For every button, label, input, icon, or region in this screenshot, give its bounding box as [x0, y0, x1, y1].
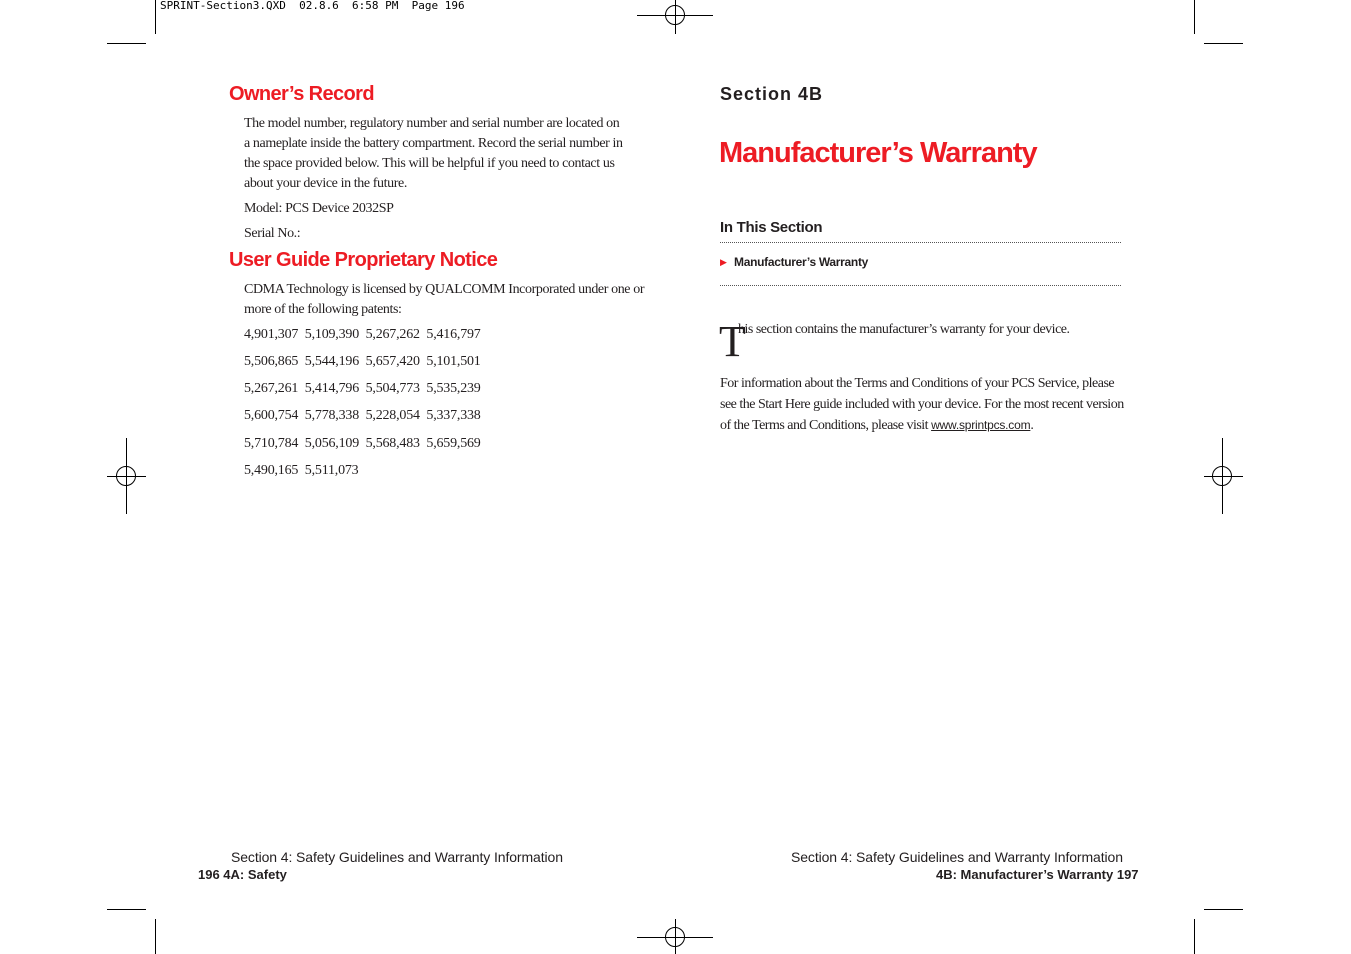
owners-record-line: the space provided below. This will be helpful if you need to contact us [244, 156, 615, 171]
page-title: Manufacturer’s Warranty [719, 137, 1037, 169]
right-page-number: 4B: Manufacturer’s Warranty 197 [936, 867, 1139, 882]
patent-row: 5,600,754 5,778,338 5,228,054 5,337,338 [244, 408, 481, 423]
in-this-section-heading: In This Section [720, 219, 823, 236]
toc-item-manufacturers-warranty[interactable]: Manufacturer’s Warranty [734, 255, 869, 269]
terms-text: For information about the Terms and Conditions of your PCS Service, please see the Start Here guide included with your device. For the most recent version of the Terms and Conditions, please visit [720, 376, 1124, 433]
slug-line: SPRINT-Section3.QXD 02.8.6 6:58 PM Page 196 [160, 0, 465, 12]
left-page-number: 196 4A: Safety [198, 867, 287, 882]
patent-row: 5,267,261 5,414,796 5,504,773 5,535,239 [244, 381, 481, 396]
proprietary-notice-line: more of the following patents: [244, 302, 402, 317]
model-line: Model: PCS Device 2032SP [244, 201, 394, 216]
owners-record-heading: Owner’s Record [229, 83, 374, 105]
dotted-divider [720, 285, 1121, 286]
patent-row: 4,901,307 5,109,390 5,267,262 5,416,797 [244, 327, 481, 342]
proprietary-notice-line: CDMA Technology is licensed by QUALCOMM Incorporated under one or [244, 282, 645, 297]
patent-row: 5,506,865 5,544,196 5,657,420 5,101,501 [244, 354, 481, 369]
triangle-bullet-icon: ▶ [720, 258, 727, 268]
serial-line: Serial No.: [244, 226, 301, 241]
right-footer-section: Section 4: Safety Guidelines and Warranty Information [791, 849, 1123, 865]
intro-text: his section contains the manufacturer’s warranty for your device. [738, 322, 1070, 337]
owners-record-line: The model number, regulatory number and serial number are located on [244, 116, 620, 131]
sprintpcs-link[interactable]: www.sprintpcs.com [931, 418, 1031, 432]
patent-row: 5,490,165 5,511,073 [244, 463, 359, 478]
left-footer-section: Section 4: Safety Guidelines and Warranty Information [231, 849, 563, 865]
owners-record-line: about your device in the future. [244, 176, 407, 191]
terms-paragraph [720, 373, 1130, 436]
terms-end: . [1030, 418, 1034, 433]
section-label: Section 4B [720, 84, 824, 104]
patent-row: 5,710,784 5,056,109 5,568,483 5,659,569 [244, 436, 481, 451]
proprietary-notice-heading: User Guide Proprietary Notice [229, 249, 498, 271]
owners-record-line: a nameplate inside the battery compartment. Record the serial number in [244, 136, 623, 151]
drop-cap: T [719, 317, 746, 366]
dotted-divider [720, 242, 1121, 243]
